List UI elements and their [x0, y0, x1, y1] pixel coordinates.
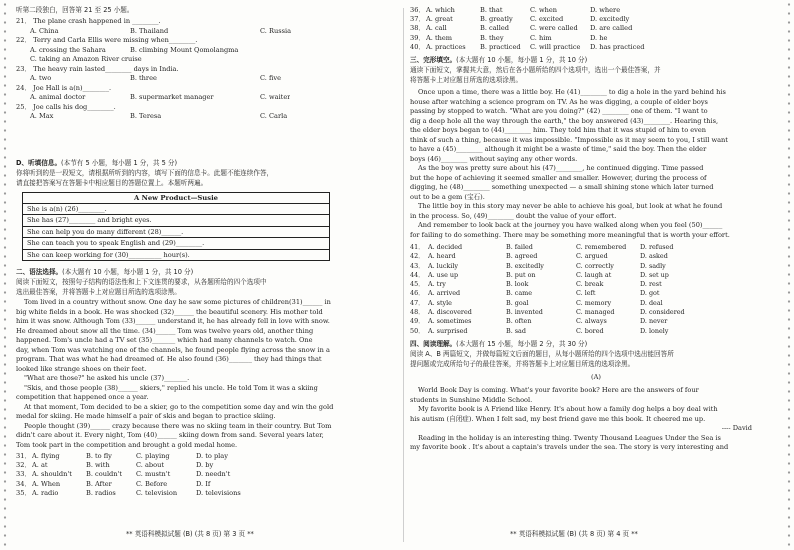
- cloze-line: but the hope of achieving it seemed smaller and smaller. However, during the process of: [410, 173, 707, 182]
- reading-passage-a: [410, 386, 782, 453]
- right-page: [410, 0, 782, 550]
- passage-line: medal for skiing. He made himself a pair of skis and began to practice skiing.: [16, 412, 276, 420]
- cloze-line: As the boy was pretty sure about his (47)________, he continued digging. Time passed: [418, 164, 704, 172]
- cloze-line: The little boy in this story may never be able to achieve his goal, but look at what he found: [418, 202, 723, 210]
- cloze-line: out to be a gem (宝石).: [410, 192, 485, 201]
- options-row-41: 41． A. decided B. failed C. remembered D. refused: [410, 243, 674, 251]
- question-23: 23． The heavy rain lasted________ days in India.: [16, 64, 179, 73]
- options-row-40: 40． A. practices B. practiced C. will practice D. has practiced: [410, 42, 645, 51]
- listen-intro: 听第二段独白，回答第 21 至 25 小题。: [16, 6, 134, 14]
- options-row-37: 37． A. great B. greatly C. excited D. excitedly: [410, 15, 630, 24]
- cloze-line: to have a (45)________ although it might be a waste of time," said the boy. Then the elder: [410, 145, 707, 153]
- passage-line: Tom took part in the competition and brought a gold medal home.: [16, 440, 238, 449]
- passage-line: Tom lived in a country without snow. One day he saw some pictures of children(31)______ in: [24, 298, 331, 306]
- question-22-options: A. crossing the Sahara B. climbing Mount Qomolangma: [30, 45, 239, 54]
- question-25: 25． Joe calls his dog________.: [16, 102, 116, 111]
- info-card-row-26: She is a(n) (26)________.: [23, 204, 329, 215]
- options-row-43: 43． A. luckily B. excitedly C. correctly D. sadly: [410, 261, 666, 270]
- question-22-option-c: C. taking an Amazon River cruise: [30, 55, 142, 63]
- passage-line: "What are those?" he asked his uncle (37)_______.: [24, 374, 190, 382]
- cloze-line: the elder boys began to (44)________ him. They told him that it was stupid of him to even: [410, 126, 707, 134]
- cloze-line: Once upon a time, there was a little boy. He (41)________ to dig a hole in the yard behind his: [418, 88, 726, 96]
- passage-line: happened. Tom's uncle had a TV set (35)_______ which had many channels to watch. One: [16, 336, 313, 344]
- section-4-instruction-1: 阅读 A、B 两篇短文，并做每篇短文后面的题目，从每小题所给的四个选项中选出能回答所: [410, 350, 674, 358]
- options-row-50: 50． A. surprised B. sad C. bored D. lonely: [410, 326, 669, 335]
- reading-line: his autism (自闭症). When I felt sad, my best friend gave me this book. It cheered me up.: [410, 414, 706, 423]
- question-22: 22． Terry and Carla Ellis were missing when________.: [16, 36, 198, 44]
- question-24-options: A. animal doctor B. supermarket manager C. waiter: [30, 93, 291, 101]
- question-21: 21． The plane crash happened in ________.: [16, 17, 161, 25]
- left-page: [16, 0, 398, 550]
- listening-questions: [16, 17, 398, 122]
- passage-line: People thought (39)______ crazy because there was no skiing team in their country. But Tom: [24, 421, 332, 430]
- passage-a-label: (A): [591, 373, 601, 381]
- options-31-35: [16, 452, 398, 498]
- passage-line: him it was snow. Although Tom (33)______ understand it, he has already fell in love with snow.: [16, 317, 330, 325]
- options-row-33: 33． A. shouldn't B. couldn't C. mustn't D. needn't: [16, 470, 231, 479]
- passage-line: At that moment, Tom decided to be a skier, go to the competition some day and win the gold: [24, 402, 334, 411]
- options-row-47: 47． A. style B. goal C. memory D. deal: [410, 298, 663, 307]
- info-card-title: A New Product—Susie: [23, 193, 329, 204]
- options-row-45: 45． A. try B. look C. break D. rest: [410, 280, 662, 289]
- section-2-instruction-1: 阅读下面短文，按照句子结构的语法性和上下文连贯的要求，从各题所给的四个选项中: [16, 278, 267, 286]
- reading-line: My favorite book is A Friend like Henry. It's about how a family dog helps a boy deal with: [418, 405, 718, 413]
- cloze-line: in the process. So, (49)________ doubt the value of your effort.: [410, 211, 617, 220]
- reading-line: World Book Day is coming. What's your favorite book? Here are the answers of four: [418, 386, 699, 394]
- info-card-row-30: She can keep working for (30)__________ hour(s).: [27, 250, 190, 259]
- binding-dots-left: [2, 0, 8, 550]
- section-d-instruction-2: 请直接把答案写在答题卡中相应题目的答题位置上。本题听两遍。: [16, 179, 208, 187]
- info-card-row-29: She can teach you to speak English and (29)________.: [23, 238, 329, 249]
- reading-signature: ---- David: [721, 424, 752, 432]
- passage-line: competition that happened once a year.: [16, 393, 149, 401]
- options-row-35: 35． A. radio B. radios C. television D. televisions: [16, 488, 241, 497]
- info-card: [22, 192, 330, 261]
- section-d-instruction-1: 你将听到的是一段短文，请根据所听到的内容，填写下面的信息卡。此题不能连续作答，: [16, 169, 274, 177]
- options-row-38: 38． A. call B. called C. were called D. are called: [410, 24, 633, 33]
- cloze-line: for failing to do something. There may be something more meaningful that is worth your effort.: [410, 230, 730, 239]
- passage-line: He dreamed about snow all the time. (34)______ Tom was twelve years old, another thing: [16, 326, 314, 335]
- page-gutter: [403, 8, 404, 542]
- options-row-44: 44． A. use up B. put on C. laugh at D. set up: [410, 270, 669, 279]
- options-row-34: 34． A. When B. After C. Before D. If: [16, 479, 211, 488]
- section-3-heading: 三、完形填空。(本大题有 10 小题，每小题 1 分，共 10 分): [410, 56, 588, 64]
- question-21-options: A. China B. Thailand C. Russia: [30, 26, 292, 35]
- question-25-options: A. Max B. Teresa C. Carla: [30, 112, 288, 120]
- section-3-instruction-2: 将答题卡上对应题目所选的选项涂黑。: [410, 76, 523, 84]
- reading-line: Reading in the holiday is an interesting thing. Twenty Thousand Leagues Under the Sea is: [418, 433, 721, 442]
- section-2-instruction-2: 选出最佳答案，并将答题卡上对应题目所选的选项涂黑。: [16, 288, 181, 296]
- reading-line: students in Sunshine Middle School.: [410, 395, 533, 404]
- options-row-46: 46． A. arrived B. came C. left D. got: [410, 289, 660, 298]
- section-3-instruction-1: 通读下面短文，掌握其大意，然后在各小题所给的四个选项中，选出一个最佳答案，并: [410, 66, 661, 74]
- info-card-row-28: She can help you do many different (28)______.: [23, 227, 329, 238]
- cloze-line: dig a deep hole all the way through the earth," the boy answered (43)________. Hearing this,: [410, 116, 719, 125]
- cloze-line: house after watching a science program on TV. As he was digging, a couple of elder boys: [410, 97, 708, 106]
- passage-line: "Skis, and those people (38)______ skiers," replied his uncle. He told Tom it was a skiing: [24, 383, 318, 392]
- options-row-36: 36． A. which B. that C. when D. where: [410, 6, 621, 14]
- page-footer-left: ** 英语科模拟试题 (B) (共 8 页) 第 3 页 **: [126, 530, 254, 538]
- passage-line: big white fields in a book. He was shocked (32)______ the beautiful scenery. His mother told: [16, 307, 323, 316]
- cloze-line: passing by stopped to watch. "What are you doing?" (42) ________ one of them. "I want to: [410, 107, 708, 115]
- section-2-heading: 二、语法选择。(本大题有 10 小题，每小题 1 分，共 10 分): [16, 268, 194, 276]
- cloze-line: And remember to look back at the journey you have walked along when you feel (50)______: [418, 221, 723, 229]
- passage-line: didn't care about it. Every night, Tom (40)______ skiing down from sand. Several years later,: [16, 431, 324, 439]
- binding-dots-right: [786, 0, 792, 550]
- question-23-options: A. two B. three C. five: [30, 74, 282, 82]
- section-d-heading: D、听填信息。(本节有 5 小题，每小题 1 分，共 5 分): [16, 159, 178, 167]
- page-footer-right: ** 英语科模拟试题 (B) (共 8 页) 第 4 页 **: [510, 530, 638, 538]
- cloze-line: think of such a thing, because it was impossible. "Impossible as it may seem to you, I still want: [410, 135, 728, 144]
- options-41-50: [410, 243, 782, 336]
- info-card-row-27: She has (27)________ and bright eyes.: [23, 215, 329, 226]
- section-4-heading: 四、阅读理解。(本大题有 15 小题，每小题 2 分，共 30 分): [410, 340, 588, 348]
- cloze-line: digging, he (48)________ something unexpected — a small shining stone which later turned: [410, 183, 714, 191]
- reading-line: my favorite book . It's about a captain's travels under the sea. The story is very interesting and: [410, 443, 729, 451]
- options-36-40: [410, 6, 782, 52]
- options-row-31: 31． A. flying B. to fly C. playing D. to play: [16, 452, 228, 460]
- options-row-39: 39． A. them B. they C. him D. he: [410, 33, 608, 42]
- passage-line: looked like strange shoes on their feet.: [16, 364, 147, 373]
- question-24: 24． Joe Hall is a(n)________.: [16, 83, 112, 92]
- options-row-32: 32． A. at B. with C. about D. by: [16, 461, 214, 470]
- cloze-passage: [410, 88, 782, 240]
- passage-line: program. That was what he had dreamed of. He also found (36)_______ they had things that: [16, 355, 322, 363]
- passage-line: day, when Tom was watching one of the channels, he found people flying across the snow in a: [16, 345, 330, 354]
- cloze-line: boys (46)________ without saying any other words.: [410, 154, 578, 163]
- options-row-49: 49． A. sometimes B. often C. always D. never: [410, 317, 668, 326]
- options-row-42: 42． A. heard B. agreed C. argued D. asked: [410, 252, 668, 261]
- options-row-48: 48． A. discovered B. invented C. managed D. considered: [410, 308, 685, 317]
- section-4-instruction-2: 提问题或完成所给句子的最佳答案，并将答题卡上对应题目所选的选项涂黑。: [410, 360, 635, 368]
- grammar-passage: [16, 298, 398, 450]
